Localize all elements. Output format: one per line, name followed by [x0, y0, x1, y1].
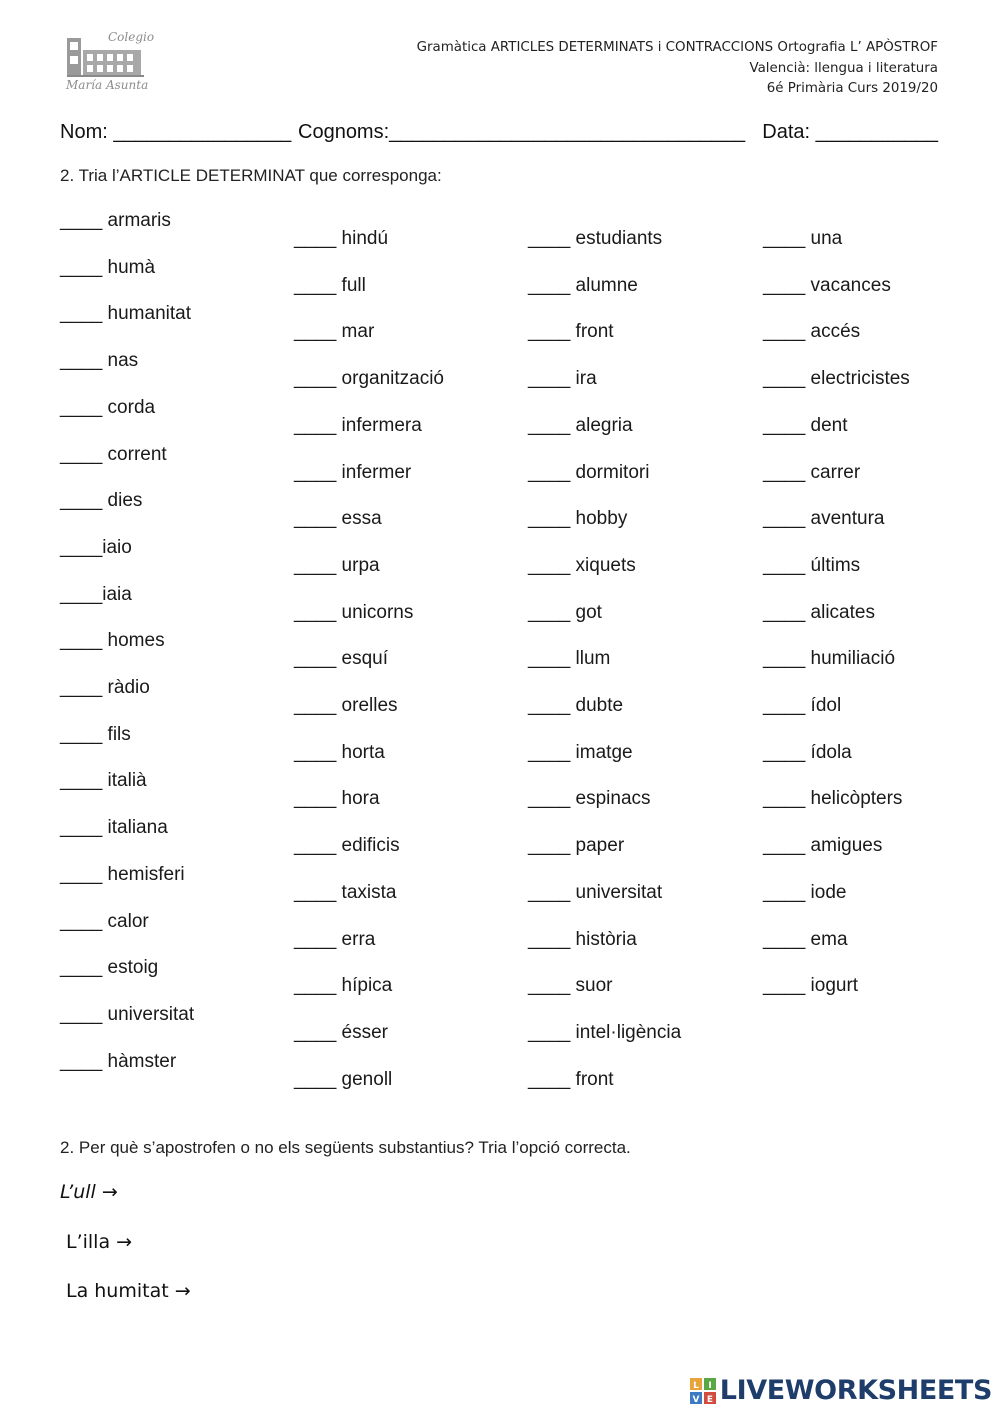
word-item[interactable]: ____ helicòpters — [763, 788, 903, 809]
school-logo — [64, 30, 155, 96]
word-item[interactable]: ____ urpa — [294, 555, 380, 576]
word-item[interactable]: ____ vacances — [763, 275, 891, 296]
student-info-line — [60, 121, 938, 145]
word-item[interactable]: ____ estoig — [60, 957, 159, 978]
word-item[interactable]: ____ front — [528, 1069, 614, 1090]
word-item[interactable]: ____ essa — [294, 508, 382, 529]
question-lull: L’ull → — [60, 1181, 118, 1203]
word-item[interactable]: ____ paper — [528, 835, 625, 856]
word-item[interactable]: ____ edificis — [294, 835, 400, 856]
logo-line-2: María Asunta — [66, 78, 149, 92]
word-item[interactable]: ____ una — [763, 228, 843, 249]
word-item[interactable]: ____ unicorns — [294, 602, 414, 623]
word-item[interactable]: ____ estudiants — [528, 228, 663, 249]
word-item[interactable]: ____ italià — [60, 770, 147, 791]
word-item[interactable]: ____ homes — [60, 630, 165, 651]
word-item[interactable]: ____ corrent — [60, 444, 167, 465]
word-item[interactable]: ____ carrer — [763, 462, 861, 483]
surname-field[interactable]: Cognoms:________________________________ — [298, 121, 746, 143]
logo-tile-l: L — [692, 1381, 699, 1391]
word-item[interactable]: ____ accés — [763, 321, 861, 342]
header-subject: Valencià: llengua i literatura — [749, 61, 938, 76]
liveworksheets-logo-icon — [690, 1378, 716, 1404]
word-item[interactable]: ____ hemisferi — [60, 864, 185, 885]
word-item[interactable]: ____ infermera — [294, 415, 422, 436]
word-item[interactable]: ____ nas — [60, 350, 139, 371]
word-item[interactable]: ____ dormitori — [528, 462, 650, 483]
liveworksheets-brand — [692, 1375, 992, 1406]
word-item[interactable]: ____ got — [528, 602, 602, 623]
word-item[interactable]: ____ hindú — [294, 228, 389, 249]
word-item[interactable]: ____ iogurt — [763, 975, 859, 996]
word-item[interactable]: ____ imatge — [528, 742, 633, 763]
word-item[interactable]: ____ espinacs — [528, 788, 651, 809]
word-item[interactable]: ____ ídola — [763, 742, 852, 763]
word-item[interactable]: ____ intel·ligència — [528, 1022, 682, 1043]
question-lilla: L’illa → — [66, 1231, 133, 1253]
logo-line-1: Colegio — [108, 30, 155, 44]
header-course: 6é Primària Curs 2019/20 — [766, 81, 938, 96]
word-item[interactable]: ____ ràdio — [60, 677, 150, 698]
word-item[interactable]: ____ organització — [294, 368, 444, 389]
word-item[interactable]: ____ humiliació — [763, 648, 896, 669]
word-item[interactable]: ____ armaris — [60, 210, 171, 231]
section1-instruction: 2. Tria l’ARTICLE DETERMINAT que corresponga: — [60, 166, 442, 185]
word-item[interactable]: ____ italiana — [60, 817, 168, 838]
word-item[interactable]: ____ calor — [60, 911, 149, 932]
word-item[interactable]: ____ humanitat — [60, 303, 191, 324]
word-item[interactable]: ____ hàmster — [60, 1051, 177, 1072]
question-la-humitat: La humitat → — [66, 1280, 191, 1302]
word-item[interactable]: ____ ema — [763, 929, 848, 950]
word-item[interactable]: ____ alegria — [528, 415, 633, 436]
word-item[interactable]: ____ hora — [294, 788, 380, 809]
word-item[interactable]: ____ front — [528, 321, 614, 342]
header-title: Gramàtica ARTICLES DETERMINATS i CONTRACCIONS Ortografia L’ APÒSTROF — [416, 40, 938, 55]
word-item[interactable]: ____ genoll — [294, 1069, 393, 1090]
logo-tile-i: I — [708, 1381, 712, 1391]
word-item[interactable]: ____ suor — [528, 975, 613, 996]
word-item[interactable]: ____ taxista — [294, 882, 397, 903]
word-item[interactable]: ____ dent — [763, 415, 848, 436]
word-item[interactable]: ____ xiquets — [528, 555, 636, 576]
word-item[interactable]: ____iaio — [60, 537, 132, 558]
word-item[interactable]: ____ orelles — [294, 695, 398, 716]
word-item[interactable]: ____ llum — [528, 648, 611, 669]
word-item[interactable]: ____ erra — [294, 929, 376, 950]
word-item[interactable]: ____ mar — [294, 321, 375, 342]
section2-instruction: 2. Per què s’apostrofen o no els següents substantius? Tria l’opció correcta. — [60, 1138, 631, 1157]
word-item[interactable]: ____ humà — [60, 257, 156, 278]
word-item[interactable]: ____ infermer — [294, 462, 412, 483]
word-item[interactable]: ____ alumne — [528, 275, 638, 296]
word-item[interactable]: ____iaia — [60, 584, 132, 605]
word-item[interactable]: ____ ésser — [294, 1022, 389, 1043]
word-item[interactable]: ____ universitat — [60, 1004, 195, 1025]
word-item[interactable]: ____ iode — [763, 882, 847, 903]
word-item[interactable]: ____ ira — [528, 368, 597, 389]
word-item[interactable]: ____ corda — [60, 397, 156, 418]
logo-tile-e: E — [706, 1395, 713, 1404]
date-field[interactable]: Data: ___________ — [762, 121, 938, 143]
word-item[interactable]: ____ últims — [763, 555, 861, 576]
word-item[interactable]: ____ hobby — [528, 508, 628, 529]
word-item[interactable]: ____ full — [294, 275, 366, 296]
word-item[interactable]: ____ universitat — [528, 882, 663, 903]
word-item[interactable]: ____ alicates — [763, 602, 875, 623]
word-item[interactable]: ____ hípica — [294, 975, 393, 996]
name-field[interactable]: Nom: ________________ — [60, 121, 292, 143]
liveworksheets-wordmark: LIVEWORKSHEETS — [719, 1375, 992, 1406]
word-item[interactable]: ____ horta — [294, 742, 385, 763]
word-item[interactable]: ____ aventura — [763, 508, 885, 529]
logo-tile-v: V — [692, 1395, 700, 1404]
word-item[interactable]: ____ història — [528, 929, 637, 950]
word-item[interactable]: ____ dubte — [528, 695, 624, 716]
word-item[interactable]: ____ ídol — [763, 695, 842, 716]
word-item[interactable]: ____ electricistes — [763, 368, 910, 389]
word-item[interactable]: ____ fils — [60, 724, 131, 745]
word-item[interactable]: ____ amigues — [763, 835, 883, 856]
word-item[interactable]: ____ esquí — [294, 648, 389, 669]
word-item[interactable]: ____ dies — [60, 490, 143, 511]
